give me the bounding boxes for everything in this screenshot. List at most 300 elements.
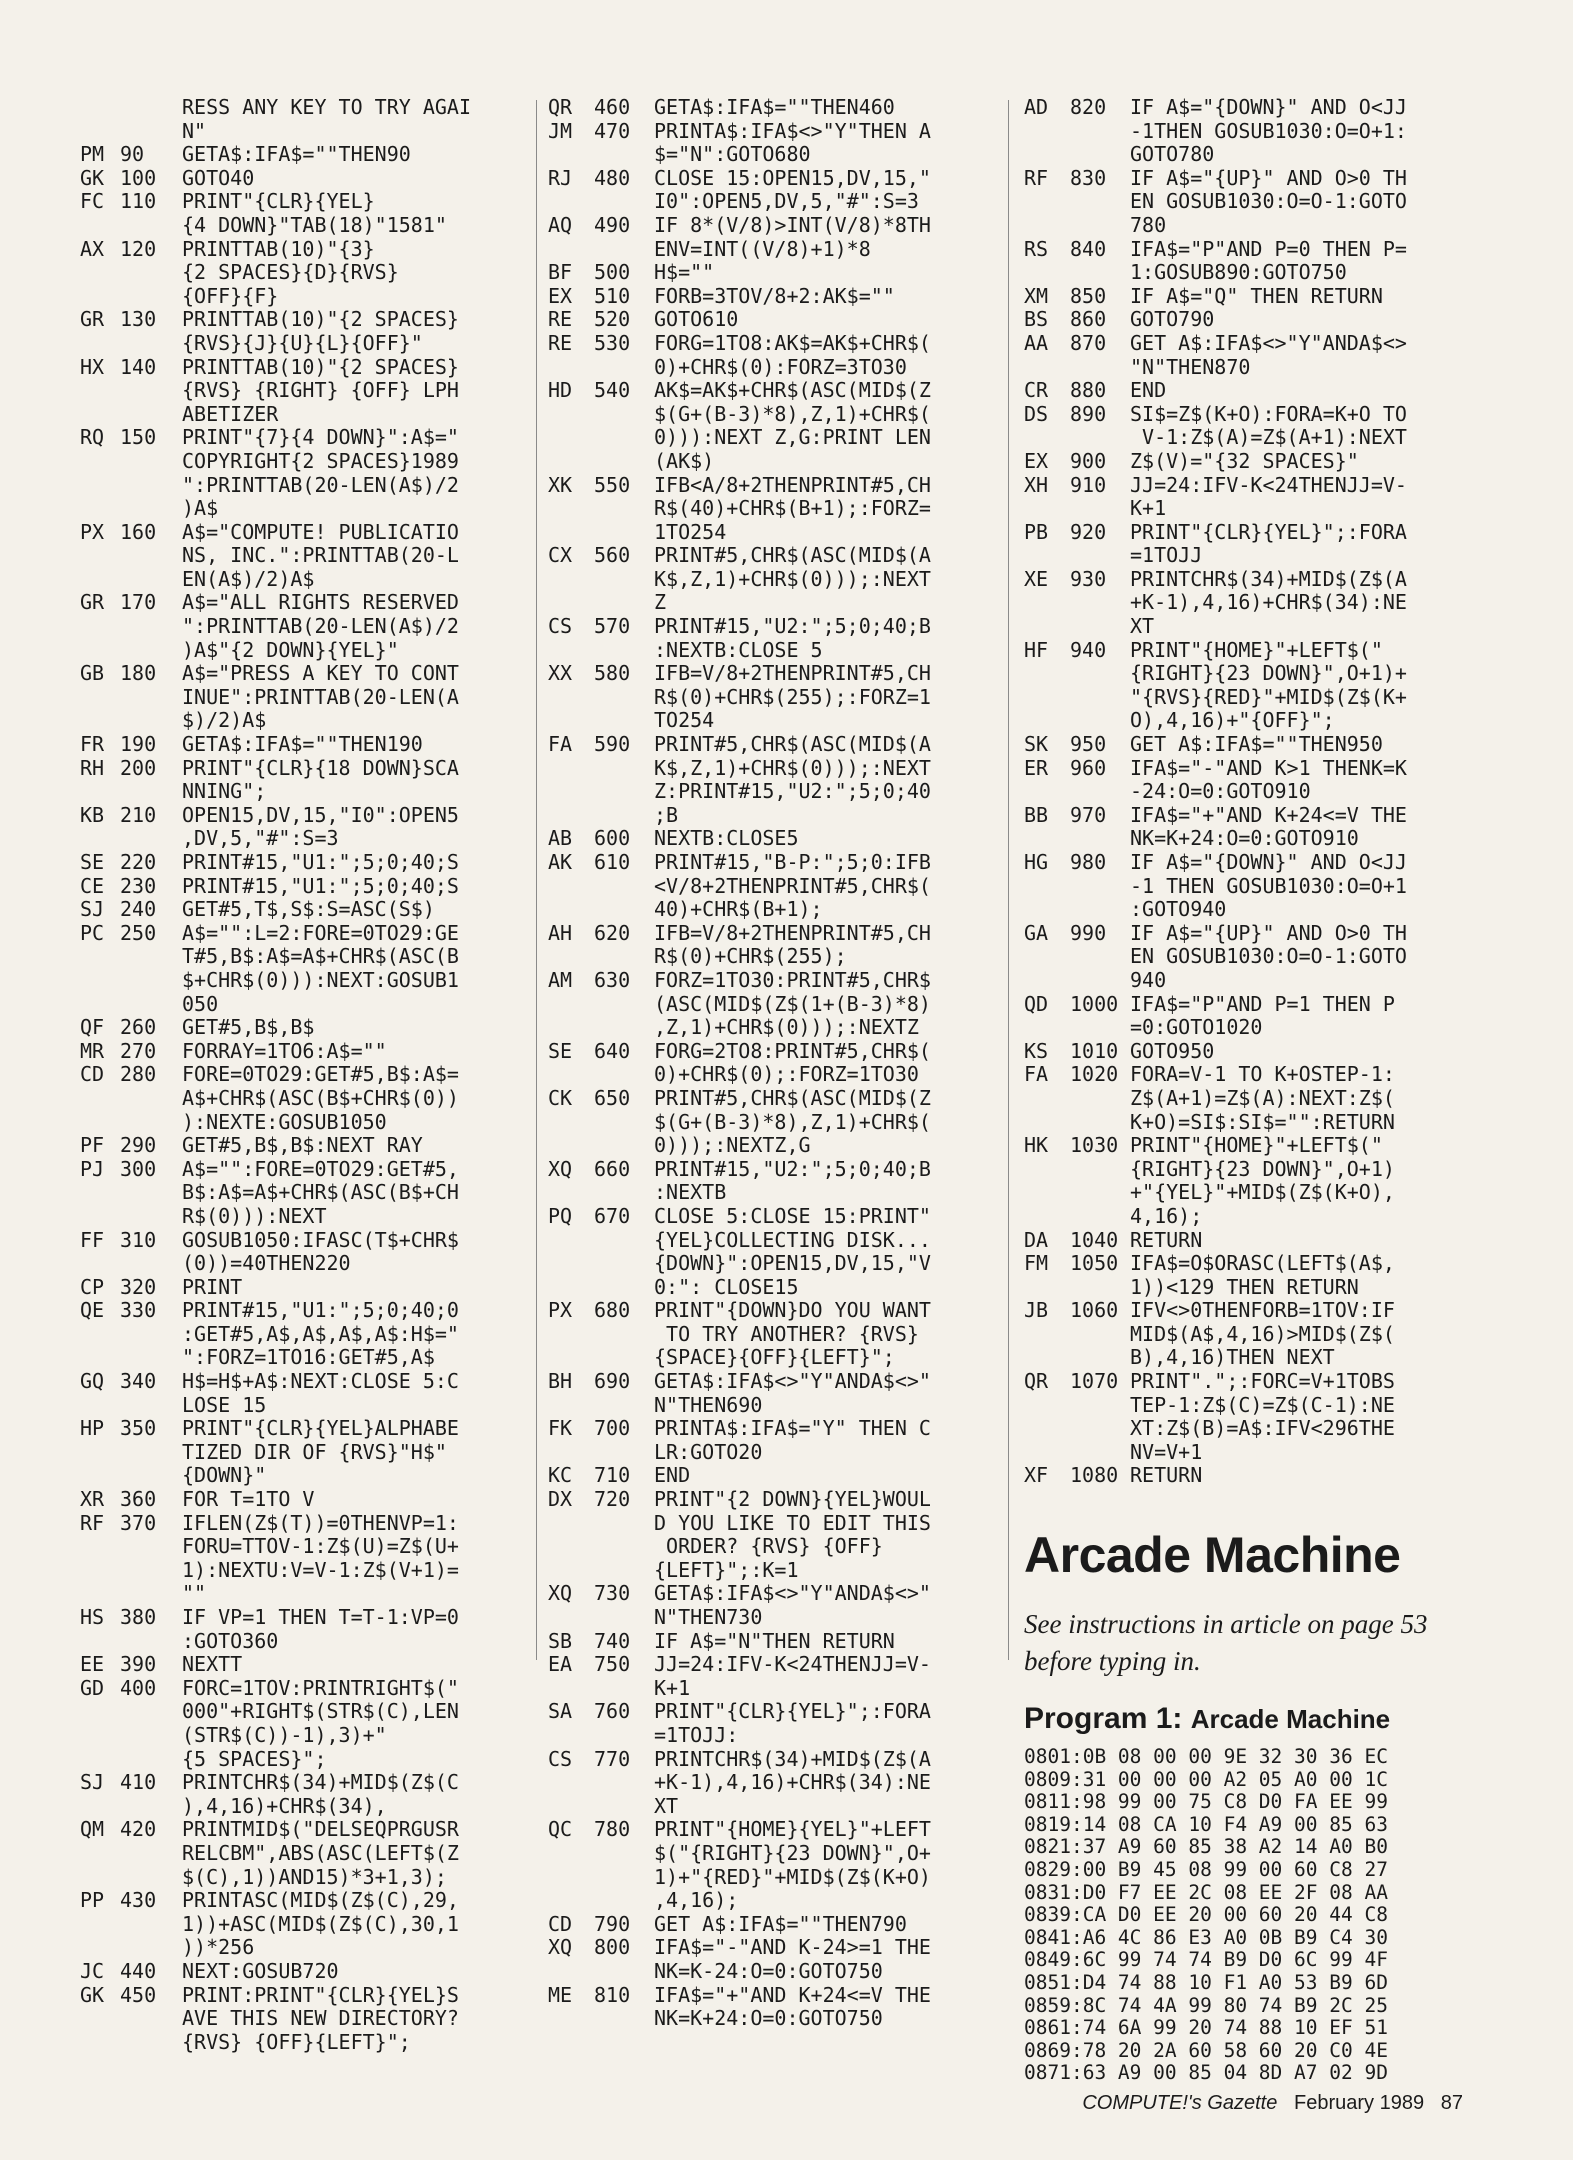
code-line <box>1024 285 1488 309</box>
checksum-code: SB <box>548 1628 573 1653</box>
checksum-code: GQ <box>80 1369 105 1394</box>
line-number <box>594 568 654 592</box>
code-line <box>548 733 992 757</box>
basic-statement: PRINT"{HOME}{YEL}"+LEFT <box>654 1817 931 1842</box>
checksum-code: AA <box>1024 330 1049 355</box>
code-line <box>80 922 528 946</box>
line-number: 990 <box>1070 920 1107 945</box>
checksum-code: PM <box>80 142 105 167</box>
code-line <box>1024 686 1488 710</box>
code-line <box>1024 1370 1488 1394</box>
checksum-code: XQ <box>548 1581 573 1606</box>
basic-statement: 1):NEXTU:V=V-1:Z$(V+1)= <box>182 1557 459 1582</box>
code-line <box>548 403 992 427</box>
basic-statement: IFB=V/8+2THENPRINT#5,CH <box>654 661 931 686</box>
line-number: 320 <box>120 1274 157 1299</box>
code-line <box>80 1795 528 1819</box>
checksum-code <box>1024 1394 1070 1418</box>
code-line <box>80 686 528 710</box>
line-number <box>594 1323 654 1347</box>
basic-statement: ,Z,1)+CHR$(0)));:NEXTZ <box>654 1015 919 1040</box>
checksum-code: BH <box>548 1369 573 1394</box>
basic-statement: PRINTASC(MID$(Z$(C),29, <box>182 1888 459 1913</box>
code-line <box>80 2031 528 2055</box>
checksum-code <box>1024 356 1070 380</box>
basic-statement: {SPACE}{OFF}{LEFT}"; <box>654 1345 895 1370</box>
code-line <box>80 969 528 993</box>
basic-statement: PRINT".";:FORC=V+1TOBS <box>1130 1369 1395 1394</box>
code-line <box>548 1535 992 1559</box>
checksum-code: RH <box>80 755 105 780</box>
checksum-code: GK <box>80 165 105 190</box>
line-number: 890 <box>1070 401 1107 426</box>
basic-statement: 000"+RIGHT$(STR$(C),LEN <box>182 1699 459 1724</box>
basic-statement: (AK$) <box>654 448 715 473</box>
line-number <box>120 120 182 144</box>
code-line <box>548 379 992 403</box>
code-line <box>80 827 528 851</box>
checksum-code <box>548 1441 594 1465</box>
code-line <box>80 474 528 498</box>
basic-statement: SI$=Z$(K+O):FORA=K+O TO <box>1130 401 1407 426</box>
code-line <box>80 1205 528 1229</box>
line-number <box>594 1134 654 1158</box>
checksum-code <box>80 1441 120 1465</box>
basic-statement: PRINT#15,"U2:";5;0;40;B <box>654 614 931 639</box>
checksum-code: XK <box>548 472 573 497</box>
basic-statement: IFA$="P"AND P=1 THEN P <box>1130 991 1395 1016</box>
code-line <box>80 544 528 568</box>
basic-statement: <V/8+2THENPRINT#5,CHR$( <box>654 873 931 898</box>
line-number: 780 <box>594 1817 631 1842</box>
checksum-code <box>80 1394 120 1418</box>
line-number <box>120 709 182 733</box>
line-number: 770 <box>594 1746 631 1771</box>
line-number <box>120 1842 182 1866</box>
basic-statement: K$,Z,1)+CHR$(0)));:NEXT <box>654 755 931 780</box>
code-line <box>80 757 528 781</box>
line-number <box>120 969 182 993</box>
line-number <box>1070 875 1130 899</box>
checksum-code: RJ <box>548 165 573 190</box>
checksum-code <box>1024 1417 1070 1441</box>
code-line <box>548 875 992 899</box>
basic-statement: PRINT#15,"B-P:";5;0:IFB <box>654 850 931 874</box>
line-number: 230 <box>120 873 157 898</box>
basic-statement: Z$(V)="{32 SPACES}" <box>1130 448 1359 473</box>
checksum-code: ER <box>1024 755 1049 780</box>
code-line <box>548 615 992 639</box>
line-number: 120 <box>120 236 157 261</box>
basic-statement: END <box>654 1463 691 1488</box>
checksum-code: QD <box>1024 991 1049 1016</box>
basic-statement: GOTO780 <box>1130 142 1215 167</box>
basic-statement: LR:GOTO20 <box>654 1439 763 1464</box>
line-number: 330 <box>120 1298 157 1323</box>
code-line <box>548 639 992 663</box>
code-line <box>548 1936 992 1960</box>
code-line <box>548 1394 992 1418</box>
code-line <box>80 332 528 356</box>
line-number: 970 <box>1070 802 1107 827</box>
code-line <box>80 143 528 167</box>
code-line <box>548 1346 992 1370</box>
code-line <box>80 733 528 757</box>
line-number: 830 <box>1070 165 1107 190</box>
checksum-code <box>80 1323 120 1347</box>
code-line <box>1024 804 1488 828</box>
checksum-code <box>1024 709 1070 733</box>
basic-statement: PRINT"{7}{4 DOWN}":A$=" <box>182 425 459 450</box>
code-line <box>80 1394 528 1418</box>
code-line <box>80 1535 528 1559</box>
basic-statement: PRINT#15,"U1:";5;0;40;0 <box>182 1298 459 1323</box>
line-number: 300 <box>120 1156 157 1181</box>
basic-statement: +K-1),4,16)+CHR$(34):NE <box>654 1770 931 1795</box>
checksum-code <box>548 1512 594 1536</box>
basic-statement: IF A$="{UP}" AND O>0 TH <box>1130 165 1407 190</box>
basic-statement: GET A$:IFA$<>"Y"ANDA$<> <box>1130 330 1407 355</box>
checksum-code <box>80 827 120 851</box>
basic-statement: TEP-1:Z$(C)=Z$(C-1):NE <box>1130 1392 1395 1417</box>
basic-statement: {RVS}{J}{U}{L}{OFF}" <box>182 330 423 355</box>
code-line <box>80 709 528 733</box>
line-number: 1020 <box>1070 1062 1119 1087</box>
line-number: 460 <box>594 95 631 119</box>
code-line <box>1024 1158 1488 1182</box>
line-number <box>1070 1394 1130 1418</box>
hex-line: 0851:D4 74 88 10 F1 A0 53 B9 6D <box>1024 1970 1388 1994</box>
line-number: 340 <box>120 1369 157 1394</box>
basic-statement: N"THEN690 <box>654 1392 763 1417</box>
checksum-code <box>1024 497 1070 521</box>
checksum-code: RF <box>1024 165 1049 190</box>
checksum-code <box>1024 1323 1070 1347</box>
checksum-code: RF <box>80 1510 105 1535</box>
basic-statement: NV=V+1 <box>1130 1439 1203 1464</box>
checksum-code <box>80 1205 120 1229</box>
code-line <box>548 993 992 1017</box>
line-number <box>594 1276 654 1300</box>
basic-statement: PRINT"{HOME}"+LEFT$(" <box>1130 637 1383 662</box>
checksum-code: FR <box>80 732 105 757</box>
basic-statement: GET#5,T$,S$:S=ASC(S$) <box>182 897 435 922</box>
line-number <box>120 1748 182 1772</box>
basic-statement: ;B <box>654 802 679 827</box>
page-footer <box>1082 2092 1463 2115</box>
basic-statement: XT <box>654 1793 679 1818</box>
line-number: 450 <box>120 1982 157 2007</box>
checksum-code <box>80 1700 120 1724</box>
checksum-code <box>548 1276 594 1300</box>
checksum-code <box>80 379 120 403</box>
line-number <box>120 615 182 639</box>
checksum-code <box>548 1771 594 1795</box>
basic-statement: PRINT#15,"U1:";5;0;40;S <box>182 873 459 898</box>
code-line <box>80 1134 528 1158</box>
checksum-code: PX <box>80 519 105 544</box>
line-number <box>120 827 182 851</box>
line-number: 690 <box>594 1369 631 1394</box>
checksum-code: PX <box>548 1298 573 1323</box>
basic-statement: IFA$=O$ORASC(LEFT$(A$, <box>1130 1251 1395 1276</box>
code-line <box>548 214 992 238</box>
code-line <box>80 521 528 545</box>
line-number <box>120 1700 182 1724</box>
line-number: 470 <box>594 118 631 143</box>
checksum-code: CP <box>80 1274 105 1299</box>
line-number <box>594 993 654 1017</box>
article-heading: Arcade Machine <box>1024 1527 1401 1584</box>
checksum-code <box>80 1464 120 1488</box>
basic-statement: B),4,16)THEN NEXT <box>1130 1345 1335 1370</box>
code-line <box>1024 143 1488 167</box>
basic-statement: N"THEN730 <box>654 1605 763 1629</box>
basic-statement: {RIGHT}{23 DOWN}",O+1) <box>1130 1156 1395 1181</box>
code-line <box>1024 497 1488 521</box>
code-line <box>1024 1134 1488 1158</box>
basic-statement: XT:Z$(B)=A$:IFV<296THE <box>1130 1416 1395 1441</box>
basic-statement: TO254 <box>654 708 715 733</box>
line-number: 910 <box>1070 472 1107 497</box>
line-number <box>594 1229 654 1253</box>
checksum-code <box>80 450 120 474</box>
basic-statement: R$(0)+CHR$(255); <box>654 944 847 969</box>
basic-statement: GOTO950 <box>1130 1038 1215 1063</box>
checksum-code: AH <box>548 920 573 945</box>
basic-statement: 0)));:NEXTZ,G <box>654 1133 811 1158</box>
line-number <box>1070 1016 1130 1040</box>
line-number <box>120 403 182 427</box>
checksum-code <box>548 1606 594 1630</box>
checksum-code <box>80 285 120 309</box>
basic-statement: END <box>1130 378 1167 403</box>
code-line <box>80 1960 528 1984</box>
line-number: 980 <box>1070 850 1107 874</box>
code-line <box>548 1488 992 1512</box>
line-number: 740 <box>594 1628 631 1653</box>
code-line <box>1024 1441 1488 1465</box>
checksum-code <box>548 1866 594 1890</box>
code-line <box>548 1818 992 1842</box>
code-line <box>1024 615 1488 639</box>
code-line <box>548 780 992 804</box>
basic-statement: GOTO610 <box>654 307 739 332</box>
line-number <box>120 1346 182 1370</box>
basic-statement: {YEL}COLLECTING DISK... <box>654 1227 931 1252</box>
checksum-code <box>548 1111 594 1135</box>
line-number <box>120 1394 182 1418</box>
checksum-code <box>548 568 594 592</box>
code-line <box>1024 403 1488 427</box>
line-number: 900 <box>1070 448 1107 473</box>
code-line <box>1024 969 1488 993</box>
line-number: 360 <box>120 1487 157 1512</box>
checksum-code: MR <box>80 1038 105 1063</box>
checksum-code: XQ <box>548 1156 573 1181</box>
code-line <box>1024 214 1488 238</box>
line-number <box>120 1582 182 1606</box>
code-line <box>80 780 528 804</box>
basic-statement: "N"THEN870 <box>1130 354 1251 379</box>
checksum-code <box>548 190 594 214</box>
basic-statement: NS, INC.":PRINTTAB(20-L <box>182 543 459 568</box>
basic-statement: FORA=V-1 TO K+OSTEP-1: <box>1130 1062 1395 1087</box>
code-line <box>80 1606 528 1630</box>
basic-statement: A$+CHR$(ASC(B$+CHR$(0)) <box>182 1085 459 1110</box>
checksum-code <box>80 1111 120 1135</box>
code-line <box>548 1582 992 1606</box>
code-line <box>80 1323 528 1347</box>
basic-statement: 0))):NEXT Z,G:PRINT LEN <box>654 425 931 450</box>
basic-statement: PRINTTAB(10)"{3} <box>182 236 375 261</box>
basic-statement: GOSUB1050:IFASC(T$+CHR$ <box>182 1227 459 1252</box>
checksum-code <box>548 1724 594 1748</box>
line-number: 110 <box>120 189 157 214</box>
checksum-code <box>1024 1181 1070 1205</box>
hex-line: 0821:37 A9 60 85 38 A2 14 A0 B0 <box>1024 1835 1388 1859</box>
code-line <box>80 1488 528 1512</box>
basic-statement: A$="COMPUTE! PUBLICATIO <box>182 519 459 544</box>
listing-column-2 <box>548 96 992 2031</box>
line-number <box>120 945 182 969</box>
line-number <box>1070 662 1130 686</box>
checksum-code <box>1024 1111 1070 1135</box>
basic-statement: GOTO40 <box>182 165 255 190</box>
basic-statement: ):NEXTE:GOSUB1050 <box>182 1109 387 1134</box>
checksum-code <box>80 1346 120 1370</box>
checksum-code: QE <box>80 1298 105 1323</box>
line-number <box>120 544 182 568</box>
line-number: 1000 <box>1070 991 1119 1016</box>
line-number: 350 <box>120 1416 157 1441</box>
line-number <box>594 1111 654 1135</box>
code-line <box>548 709 992 733</box>
checksum-code: QM <box>80 1817 105 1842</box>
code-line <box>548 1795 992 1819</box>
basic-statement: IFA$="-"AND K>1 THENK=K <box>1130 755 1407 780</box>
basic-statement: FOR T=1TO V <box>182 1487 315 1512</box>
line-number <box>120 780 182 804</box>
basic-statement: CLOSE 5:CLOSE 15:PRINT" <box>654 1203 931 1228</box>
basic-statement: $+CHR$(0))):NEXT:GOSUB1 <box>182 967 459 992</box>
code-line <box>1024 238 1488 262</box>
basic-statement: :NEXTB <box>654 1180 727 1205</box>
line-number <box>120 1087 182 1111</box>
code-line <box>1024 1464 1488 1488</box>
checksum-code <box>1024 190 1070 214</box>
line-number: 490 <box>594 212 631 237</box>
basic-statement: (STR$(C))-1),3)+" <box>182 1722 387 1747</box>
basic-statement: LOSE 15 <box>182 1392 267 1417</box>
checksum-code <box>80 96 120 120</box>
checksum-code <box>1024 615 1070 639</box>
basic-statement: 1)+"{RED}"+MID$(Z$(K+O) <box>654 1864 931 1889</box>
basic-statement: PRINT"{CLR}{YEL}";:FORA <box>1130 519 1407 544</box>
code-line <box>80 1181 528 1205</box>
line-number: 260 <box>120 1015 157 1040</box>
code-line <box>1024 332 1488 356</box>
basic-statement: N" <box>182 118 207 143</box>
line-number: 750 <box>594 1652 631 1677</box>
basic-statement: R$(40)+CHR$(B+1);:FORZ= <box>654 496 931 521</box>
checksum-code: PJ <box>80 1156 105 1181</box>
checksum-code <box>80 780 120 804</box>
checksum-code: DX <box>548 1487 573 1512</box>
code-line <box>1024 1040 1488 1064</box>
code-line <box>80 1464 528 1488</box>
code-line <box>1024 922 1488 946</box>
checksum-code <box>548 450 594 474</box>
code-line <box>1024 568 1488 592</box>
checksum-code: AX <box>80 236 105 261</box>
line-number: 840 <box>1070 236 1107 261</box>
checksum-code <box>1024 143 1070 167</box>
code-line <box>548 1205 992 1229</box>
basic-statement: GETA$:IFA$<>"Y"ANDA$<>" <box>654 1581 931 1606</box>
line-number <box>120 497 182 521</box>
line-number: 660 <box>594 1156 631 1181</box>
code-line <box>548 1063 992 1087</box>
code-line <box>1024 662 1488 686</box>
code-line <box>80 96 528 120</box>
article-intro: See instructions in article on page 53 before typing in. <box>1024 1609 1428 1677</box>
checksum-code <box>80 1535 120 1559</box>
checksum-code: XF <box>1024 1463 1049 1488</box>
code-line <box>80 993 528 1017</box>
code-line <box>80 1748 528 1772</box>
code-line <box>548 898 992 922</box>
hex-line: 0831:D0 F7 EE 2C 08 EE 2F 08 AA <box>1024 1880 1388 1904</box>
code-line <box>1024 356 1488 380</box>
line-number: 280 <box>120 1062 157 1087</box>
checksum-code <box>80 1252 120 1276</box>
hex-line: 0801:0B 08 00 00 9E 32 30 36 EC <box>1024 1745 1388 1769</box>
line-number: 600 <box>594 826 631 851</box>
basic-statement: 1))+ASC(MID$(Z$(C),30,1 <box>182 1911 459 1936</box>
line-number: 870 <box>1070 330 1107 355</box>
code-line <box>80 1016 528 1040</box>
basic-statement: IF A$="{DOWN}" AND O<JJ <box>1130 95 1407 119</box>
checksum-code <box>548 1795 594 1819</box>
code-line <box>80 662 528 686</box>
checksum-code: FC <box>80 189 105 214</box>
checksum-code <box>80 544 120 568</box>
line-number: 860 <box>1070 307 1107 332</box>
basic-statement: PRINT"{CLR}{YEL} <box>182 189 375 214</box>
basic-statement: ))*256 <box>182 1935 255 1960</box>
code-line <box>548 662 992 686</box>
line-number <box>594 190 654 214</box>
line-number: 130 <box>120 307 157 332</box>
line-number <box>1070 1158 1130 1182</box>
line-number <box>594 403 654 427</box>
checksum-code <box>80 1087 120 1111</box>
line-number <box>1070 1441 1130 1465</box>
line-number <box>1070 356 1130 380</box>
line-number: 220 <box>120 850 157 874</box>
code-line <box>80 1653 528 1677</box>
checksum-code <box>80 1866 120 1890</box>
checksum-code <box>1024 1441 1070 1465</box>
basic-statement: IF A$="{DOWN}" AND O<JJ <box>1130 850 1407 874</box>
code-line <box>1024 591 1488 615</box>
checksum-code: FF <box>80 1227 105 1252</box>
code-line <box>1024 426 1488 450</box>
checksum-code <box>548 945 594 969</box>
code-line <box>548 1889 992 1913</box>
checksum-code: PB <box>1024 519 1049 544</box>
